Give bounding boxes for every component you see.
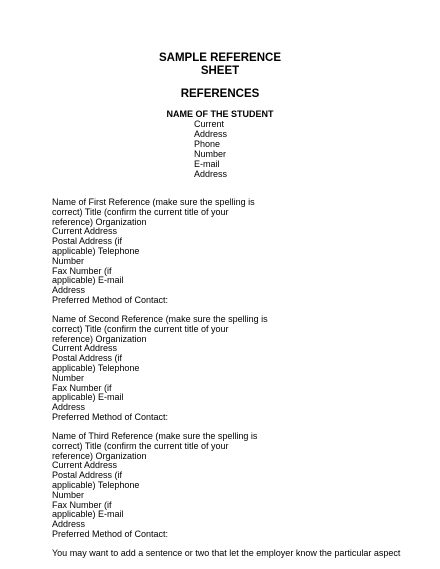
reference-line: Fax Number (if (52, 499, 112, 510)
reference-line: correct) Title (confirm the current title of your (52, 206, 229, 217)
reference-line: reference) Organization (52, 216, 147, 227)
reference-line: Number (52, 372, 85, 383)
student-details (194, 120, 227, 179)
first-reference-block (52, 198, 255, 306)
reference-line: applicable) Telephone (52, 245, 140, 256)
reference-line: Fax Number (if (52, 382, 112, 393)
reference-line: Postal Address (if (52, 470, 123, 481)
reference-line: Name of First Reference (make sure the spelling is (52, 197, 255, 207)
reference-line: Name of Second Reference (make sure the spelling is (52, 314, 268, 324)
student-heading: NAME OF THE STUDENT (166, 109, 274, 119)
student-detail-line: Phone (194, 138, 221, 149)
document-title-line2: SHEET (200, 65, 240, 77)
reference-line: Number (52, 489, 85, 500)
reference-line: Preferred Method of Contact: (52, 411, 169, 422)
reference-line: Address (52, 519, 86, 530)
reference-line: reference) Organization (52, 333, 147, 344)
reference-line: Preferred Method of Contact: (52, 528, 169, 539)
reference-line: correct) Title (confirm the current title of your (52, 440, 229, 451)
second-reference-block (52, 315, 268, 423)
section-heading: REFERENCES (180, 88, 260, 100)
student-detail-line: Current (194, 119, 225, 129)
reference-line: Number (52, 255, 85, 266)
reference-line: Current Address (52, 343, 118, 354)
reference-line: applicable) E-mail (52, 509, 124, 520)
reference-line: Preferred Method of Contact: (52, 294, 169, 305)
reference-line: Postal Address (if (52, 353, 123, 364)
reference-line: Current Address (52, 226, 118, 237)
reference-line: reference) Organization (52, 450, 147, 461)
reference-line: applicable) Telephone (52, 479, 140, 490)
student-detail-line: Address (194, 128, 228, 139)
student-detail-line: Address (194, 168, 228, 179)
document-title-line1: SAMPLE REFERENCE (158, 52, 282, 64)
third-reference-block (52, 432, 257, 540)
student-detail-line: E-mail (194, 158, 220, 169)
reference-line: Address (52, 402, 86, 413)
reference-line: Current Address (52, 460, 118, 471)
student-detail-line: Number (194, 148, 227, 159)
reference-line: Fax Number (if (52, 265, 112, 276)
closing-paragraph: You may want to add a sentence or two that let the employer know the particular aspect (52, 548, 401, 558)
reference-line: applicable) E-mail (52, 275, 124, 286)
reference-line: applicable) E-mail (52, 392, 124, 403)
reference-line: Postal Address (if (52, 236, 123, 247)
reference-line: correct) Title (confirm the current title of your (52, 323, 229, 334)
reference-line: Name of Third Reference (make sure the spelling is (52, 431, 258, 441)
reference-line: Address (52, 285, 86, 296)
reference-line: applicable) Telephone (52, 362, 140, 373)
